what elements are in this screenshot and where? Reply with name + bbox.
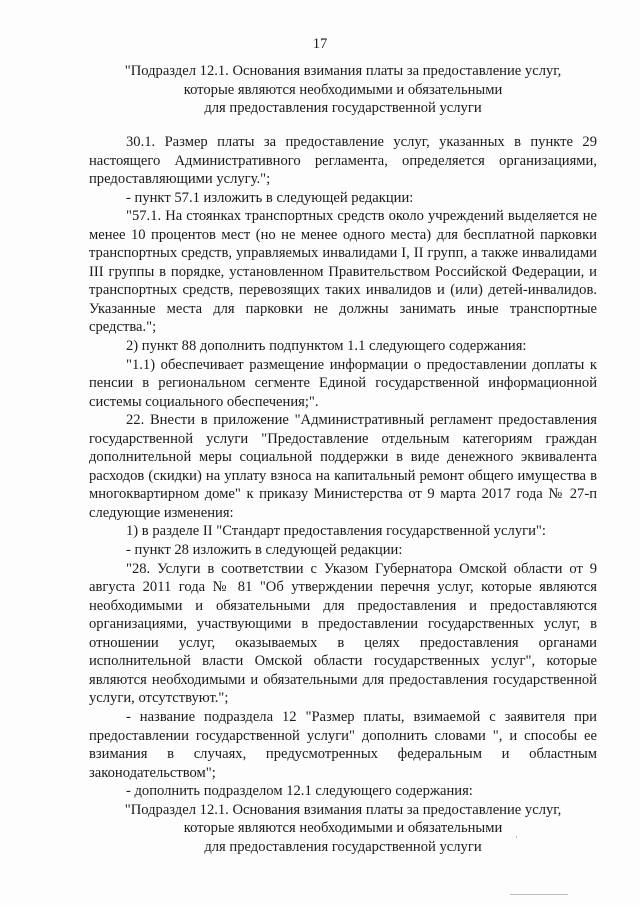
page-number: 17 <box>312 36 328 52</box>
paragraph: 22. Внести в приложение "Административный регламент предоставления государственной услуги "Предоставление отдельным категориям граждан дополнительной меры социальной поддержки в виде денежного эквивалента расходов (скидки) на уплату взноса на капитальный ремонт общего имущества в многоквартирном доме" к приказу Министерства от 9 марта 2017 года № 27-п следующие изменения: <box>89 412 597 521</box>
heading-line: которые являются необходимыми и обязательными <box>183 820 503 837</box>
paragraph: "1.1) обеспечивает размещение информации о предоставлении доплаты к пенсии в региональном сегменте Единой государственной информационной системы социального обеспечения;". <box>89 356 597 410</box>
scan-artifact <box>516 836 517 838</box>
paragraph: - пункт 57.1 изложить в следующей редакции: <box>126 189 414 206</box>
document-body <box>89 133 597 856</box>
heading-line: для предоставления государственной услуги <box>204 838 482 855</box>
paragraph: 1) в разделе II "Стандарт предоставления государственной услуги": <box>126 523 546 540</box>
scan-artifact <box>510 894 568 895</box>
paragraph: 2) пункт 88 дополнить подпунктом 1.1 следующего содержания: <box>126 338 527 355</box>
paragraph: - название подраздела 12 "Размер платы, взимаемой с заявителя при предоставлении государственной услуги" дополнить словами ", и способы ее взимания в случаях, предусмотренных федеральным и областным законодательством"; <box>89 708 597 781</box>
paragraph: - пункт 28 изложить в следующей редакции: <box>126 542 403 559</box>
paragraph: "57.1. На стоянках транспортных средств около учреждений выделяется не менее 10 процентов мест (но не менее одного места) для бесплатной парковки транспортных средств, управляемых инвалидами I, II групп, а также инвалидами III группы в порядке, установленном Правительством Российской Федерации, и транспортных средств, перевозящих таких инвалидов и (или) детей-инвалидов. Указанные места для парковки не должны занимать иные транспортные средства."; <box>89 208 597 336</box>
paragraph: "28. Услуги в соответствии с Указом Губернатора Омской области от 9 августа 2011 года № 81 "Об утверждении перечня услуг, которые являются необходимыми и обязательными для предоставления и предоставляются организациями, участвующими в предоставлении государственных услуг, в отношении услуг, оказываемых в целях предоставления органами исполнительной власти Омской области государственных услуг", которые являются необходимыми и обязательными для предоставления государственной услуги, отсутствуют."; <box>89 560 597 707</box>
paragraph: 30.1. Размер платы за предоставление услуг, указанных в пункте 29 настоящего Административного регламента, определяется организациями, предоставляющими услугу."; <box>89 134 597 188</box>
heading-line: для предоставления государственной услуги <box>204 100 482 117</box>
heading-line: "Подраздел 12.1. Основания взимания платы за предоставление услуг, <box>124 63 562 79</box>
heading-line: которые являются необходимыми и обязательными <box>183 81 503 98</box>
section-heading <box>89 801 597 857</box>
paragraph: - дополнить подразделом 12.1 следующего содержания: <box>126 783 473 800</box>
heading-line: "Подраздел 12.1. Основания взимания платы за предоставление услуг, <box>124 801 562 818</box>
section-heading <box>89 62 597 118</box>
